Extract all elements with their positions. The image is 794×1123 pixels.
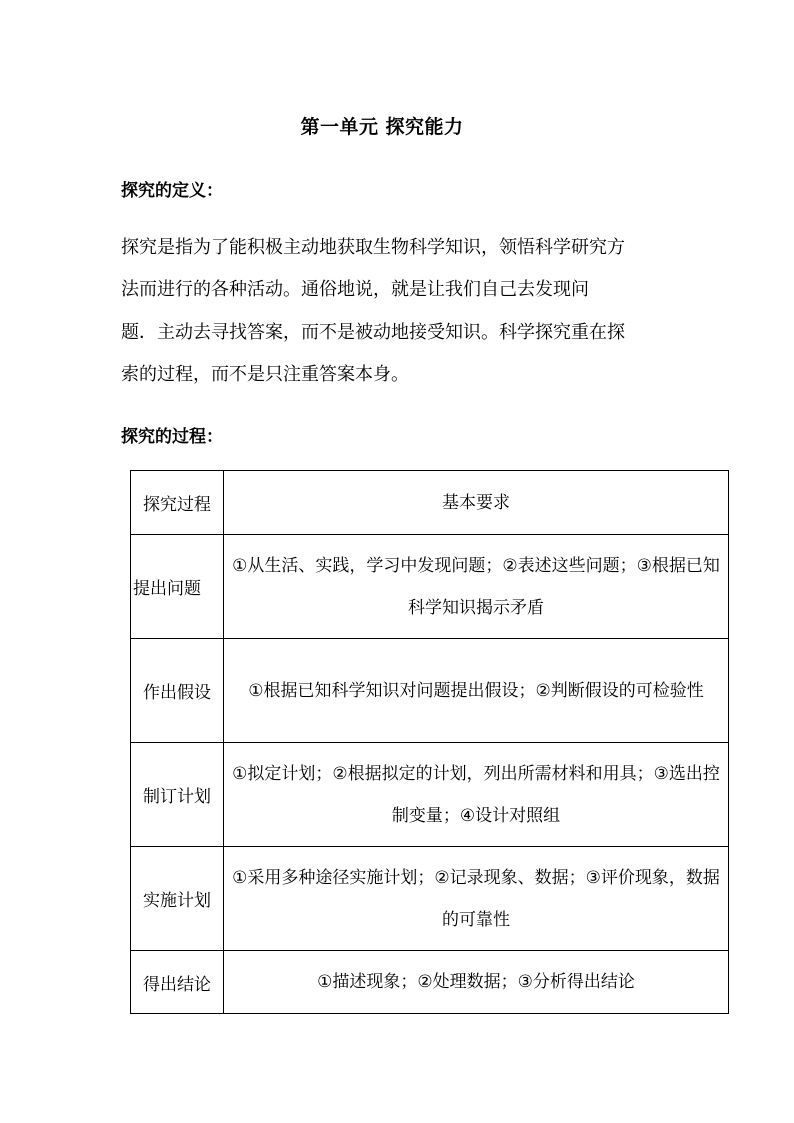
requirement-cell: ①拟定计划；②根据拟定的计划，列出所需材料和用具；③选出控制变量；④设计对照组 <box>224 743 729 847</box>
process-table <box>130 470 729 1014</box>
table-row <box>131 847 729 951</box>
definition-heading: 探究的定义： <box>121 181 223 201</box>
definition-line: 探究是指为了能积极主动地获取生物科学知识，领悟科学研究方 <box>121 237 625 258</box>
requirement-cell: ①描述现象；②处理数据；③分析得出结论 <box>224 951 729 1014</box>
requirement-cell: ①从生活、实践，学习中发现问题；②表述这些问题；③根据已知科学知识揭示矛盾 <box>224 535 729 639</box>
definition-line: 题．主动去寻找答案，而不是被动地接受知识。科学探究重在探 <box>121 322 625 343</box>
page-title: 第一单元 探究能力 <box>300 116 464 138</box>
process-heading: 探究的过程： <box>121 427 223 447</box>
step-cell: 得出结论 <box>131 951 224 1014</box>
header-cell-requirement: 基本要求 <box>224 471 729 535</box>
requirement-cell: ①根据已知科学知识对问题提出假设；②判断假设的可检验性 <box>224 639 729 743</box>
definition-line: 法而进行的各种活动。通俗地说，就是让我们自己去发现问 <box>121 279 589 300</box>
table-row <box>131 951 729 1014</box>
definition-line: 索的过程，而不是只注重答案本身。 <box>121 364 409 385</box>
requirement-cell: ①采用多种途径实施计划；②记录现象、数据；③评价现象，数据的可靠性 <box>224 847 729 951</box>
header-cell-step: 探究过程 <box>131 471 224 535</box>
table-row <box>131 535 729 639</box>
step-cell: 制订计划 <box>131 743 224 847</box>
step-cell: 实施计划 <box>131 847 224 951</box>
step-cell: 作出假设 <box>131 639 224 743</box>
table-row <box>131 639 729 743</box>
table-row <box>131 743 729 847</box>
step-cell: 提出问题 <box>131 535 224 639</box>
table-header-row <box>131 471 729 535</box>
